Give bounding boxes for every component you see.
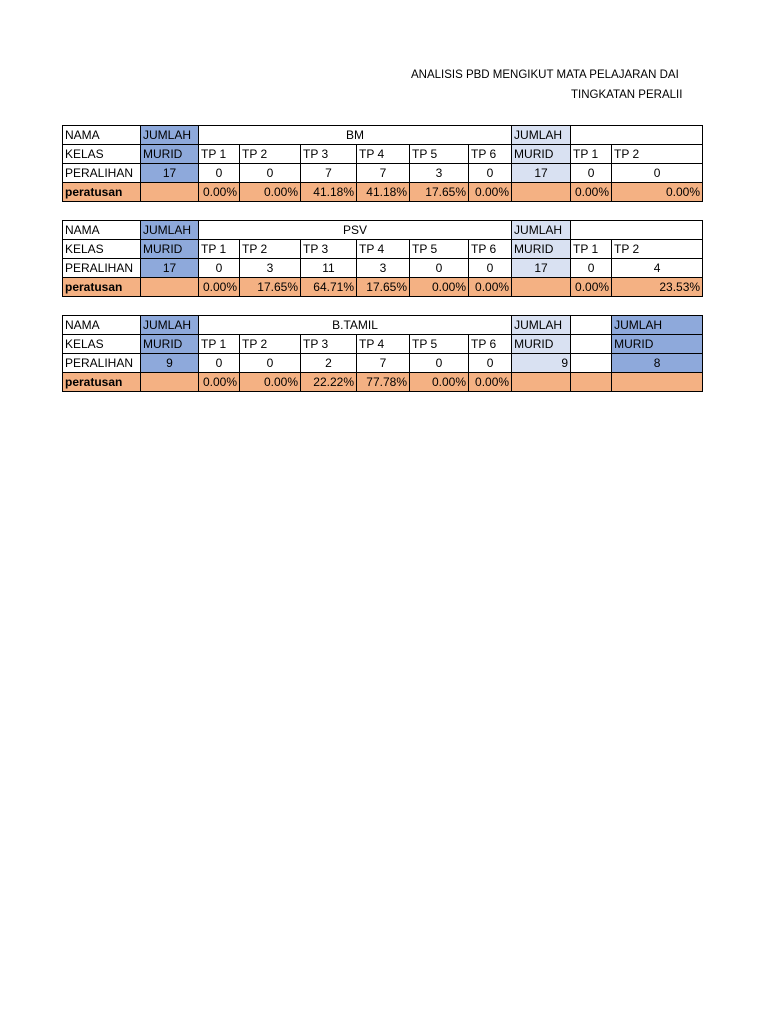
kelas-label: KELAS [63,335,141,354]
tp3-percent: 22.22% [301,373,357,392]
next-peratusan-empty [512,373,571,392]
subject-name: B.TAMIL [199,316,512,335]
next-jumlah-label: JUMLAH [512,126,571,145]
tp2-count: 3 [240,259,301,278]
tp6-count: 0 [469,259,512,278]
tp3-count: 11 [301,259,357,278]
next-tp1-count: 0 [571,164,612,183]
tp4-count: 3 [357,259,410,278]
kelas-name: PERALIHAN [63,354,141,373]
next-tp2-percent: 0.00% [612,183,703,202]
tp1-percent: 0.00% [199,183,240,202]
tp4-count: 7 [357,164,410,183]
subject-name: BM [199,126,512,145]
tp1-count: 0 [199,164,240,183]
next-tp1-percent: 0.00% [571,278,612,297]
table-row [63,183,703,202]
next-murid-label: MURID [512,145,571,164]
empty-cell [571,373,612,392]
next-tp2-percent: 23.53% [612,278,703,297]
next-peratusan-empty [512,183,571,202]
next-murid-label: MURID [512,240,571,259]
tp5-count: 3 [410,164,469,183]
peratusan-label: peratusan [63,183,141,202]
extra-jumlah-label: JUMLAH [612,316,703,335]
tp3-percent: 41.18% [301,183,357,202]
table-row [63,221,703,240]
tp6-count: 0 [469,164,512,183]
peratusan-label: peratusan [63,373,141,392]
next-tp1-header: TP 1 [571,145,612,164]
tp6-header: TP 6 [469,240,512,259]
murid-label: MURID [141,145,199,164]
tp5-count: 0 [410,354,469,373]
peratusan-label: peratusan [63,278,141,297]
tp1-percent: 0.00% [199,373,240,392]
table-row [63,373,703,392]
tp2-count: 0 [240,354,301,373]
next-jumlah-murid-value: 17 [512,259,571,278]
tp3-percent: 64.71% [301,278,357,297]
next-tp2-header: TP 2 [612,240,703,259]
tp2-header: TP 2 [240,240,301,259]
jumlah-label: JUMLAH [141,316,199,335]
next-tp2-count: 4 [612,259,703,278]
peratusan-empty [141,373,199,392]
nama-label: NAMA [63,221,141,240]
table-row [63,278,703,297]
table-row [63,164,703,183]
kelas-name: PERALIHAN [63,259,141,278]
tp5-header: TP 5 [410,240,469,259]
tp5-header: TP 5 [410,145,469,164]
tp5-percent: 17.65% [410,183,469,202]
tp1-header: TP 1 [199,335,240,354]
next-jumlah-label: JUMLAH [512,221,571,240]
extra-murid-label: MURID [612,335,703,354]
next-tp1-count: 0 [571,259,612,278]
kelas-label: KELAS [63,145,141,164]
tp6-percent: 0.00% [469,373,512,392]
tp6-header: TP 6 [469,335,512,354]
tp1-percent: 0.00% [199,278,240,297]
tp3-count: 2 [301,354,357,373]
tp6-percent: 0.00% [469,278,512,297]
murid-label: MURID [141,240,199,259]
table-btamil [62,315,680,392]
tp1-count: 0 [199,259,240,278]
table-bm [62,125,701,202]
tp1-header: TP 1 [199,240,240,259]
report-subtitle: TINGKATAN PERALII [571,89,683,101]
empty-cell [571,316,612,335]
table-row [63,335,703,354]
report-title: ANALISIS PBD MENGIKUT MATA PELAJARAN DAI [411,69,679,81]
next-tp2-header: TP 2 [612,145,703,164]
tp3-count: 7 [301,164,357,183]
empty-cell [571,335,612,354]
jumlah-murid-value: 17 [141,164,199,183]
table-row [63,126,703,145]
subject-name: PSV [199,221,512,240]
jumlah-label: JUMLAH [141,126,199,145]
tp4-header: TP 4 [357,335,410,354]
next-subject-name [571,126,703,145]
tp4-header: TP 4 [357,145,410,164]
peratusan-empty [141,278,199,297]
nama-label: NAMA [63,126,141,145]
table-psv [62,220,701,297]
next-jumlah-murid-value: 9 [512,354,571,373]
kelas-label: KELAS [63,240,141,259]
tp5-count: 0 [410,259,469,278]
tp2-percent: 17.65% [240,278,301,297]
tp1-count: 0 [199,354,240,373]
next-subject-name [571,221,703,240]
tp5-header: TP 5 [410,335,469,354]
tp5-percent: 0.00% [410,373,469,392]
tp5-percent: 0.00% [410,278,469,297]
jumlah-label: JUMLAH [141,221,199,240]
next-tp2-count: 0 [612,164,703,183]
tp2-header: TP 2 [240,335,301,354]
table-row [63,240,703,259]
tp3-header: TP 3 [301,335,357,354]
nama-label: NAMA [63,316,141,335]
next-murid-label: MURID [512,335,571,354]
jumlah-murid-value: 17 [141,259,199,278]
tp3-header: TP 3 [301,145,357,164]
table-row [63,145,703,164]
tp3-header: TP 3 [301,240,357,259]
next-jumlah-label: JUMLAH [512,316,571,335]
tp1-header: TP 1 [199,145,240,164]
next-jumlah-murid-value: 17 [512,164,571,183]
kelas-name: PERALIHAN [63,164,141,183]
tp2-percent: 0.00% [240,373,301,392]
tp4-percent: 41.18% [357,183,410,202]
table-row [63,259,703,278]
next-tp1-percent: 0.00% [571,183,612,202]
tp6-count: 0 [469,354,512,373]
empty-cell [571,354,612,373]
extra-jumlah-murid-value: 8 [612,354,703,373]
tp2-header: TP 2 [240,145,301,164]
tp4-count: 7 [357,354,410,373]
tp2-count: 0 [240,164,301,183]
tp4-header: TP 4 [357,240,410,259]
tp6-percent: 0.00% [469,183,512,202]
murid-label: MURID [141,335,199,354]
tp4-percent: 77.78% [357,373,410,392]
peratusan-empty [141,183,199,202]
tp2-percent: 0.00% [240,183,301,202]
tp4-percent: 17.65% [357,278,410,297]
table-row [63,354,703,373]
jumlah-murid-value: 9 [141,354,199,373]
next-tp1-header: TP 1 [571,240,612,259]
tp6-header: TP 6 [469,145,512,164]
extra-peratusan-empty [612,373,703,392]
next-peratusan-empty [512,278,571,297]
table-row [63,316,703,335]
